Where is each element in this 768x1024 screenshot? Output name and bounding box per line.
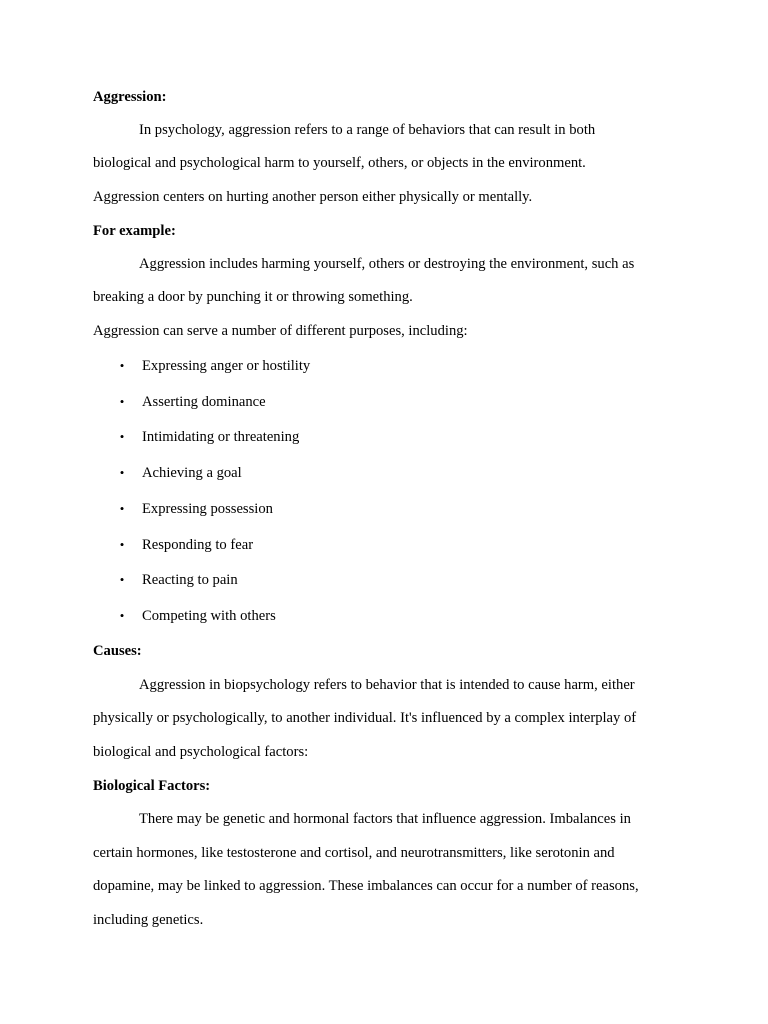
document-page <box>93 0 683 1024</box>
heading-for-example: For example: <box>93 223 176 239</box>
bullet-icon: • <box>119 608 125 623</box>
list-item-text: Asserting dominance <box>142 394 266 410</box>
list-item-text: Competing with others <box>142 608 276 624</box>
heading-causes: Causes: <box>93 643 142 659</box>
paragraph-line: breaking a door by punching it or throwing something. <box>93 289 413 305</box>
paragraph-line: dopamine, may be linked to aggression. These imbalances can occur for a number of reasons, <box>93 878 639 894</box>
bullet-icon: • <box>119 394 125 409</box>
paragraph-line: There may be genetic and hormonal factors that influence aggression. Imbalances in <box>139 811 631 827</box>
paragraph-line: biological and psychological harm to yourself, others, or objects in the environment. <box>93 155 586 171</box>
list-item-text: Achieving a goal <box>142 465 242 481</box>
bullet-icon: • <box>119 572 125 587</box>
heading-aggression: Aggression: <box>93 89 167 105</box>
paragraph-line: biological and psychological factors: <box>93 744 309 760</box>
paragraph-line: certain hormones, like testosterone and cortisol, and neurotransmitters, like serotonin and <box>93 845 615 861</box>
paragraph-line: Aggression in biopsychology refers to behavior that is intended to cause harm, either <box>139 677 635 693</box>
paragraph-line: Aggression centers on hurting another person either physically or mentally. <box>93 189 533 205</box>
paragraph-line: physically or psychologically, to another individual. It's influenced by a complex interplay of <box>93 710 637 726</box>
paragraph-line: Aggression can serve a number of different purposes, including: <box>93 323 468 339</box>
paragraph-line: Aggression includes harming yourself, others or destroying the environment, such as <box>139 256 635 272</box>
list-item-text: Responding to fear <box>142 537 254 553</box>
paragraph-line: including genetics. <box>93 912 204 928</box>
list-item-text: Expressing anger or hostility <box>142 358 311 374</box>
list-item-text: Reacting to pain <box>142 572 238 588</box>
bullet-icon: • <box>119 501 125 516</box>
bullet-icon: • <box>119 537 125 552</box>
bullet-icon: • <box>119 465 125 480</box>
list-item-text: Expressing possession <box>142 501 273 517</box>
list-item-text: Intimidating or threatening <box>142 429 300 445</box>
bullet-icon: • <box>119 429 125 444</box>
heading-biological-factors: Biological Factors: <box>93 778 211 794</box>
paragraph-line: In psychology, aggression refers to a range of behaviors that can result in both <box>139 122 596 138</box>
bullet-icon: • <box>119 358 125 373</box>
